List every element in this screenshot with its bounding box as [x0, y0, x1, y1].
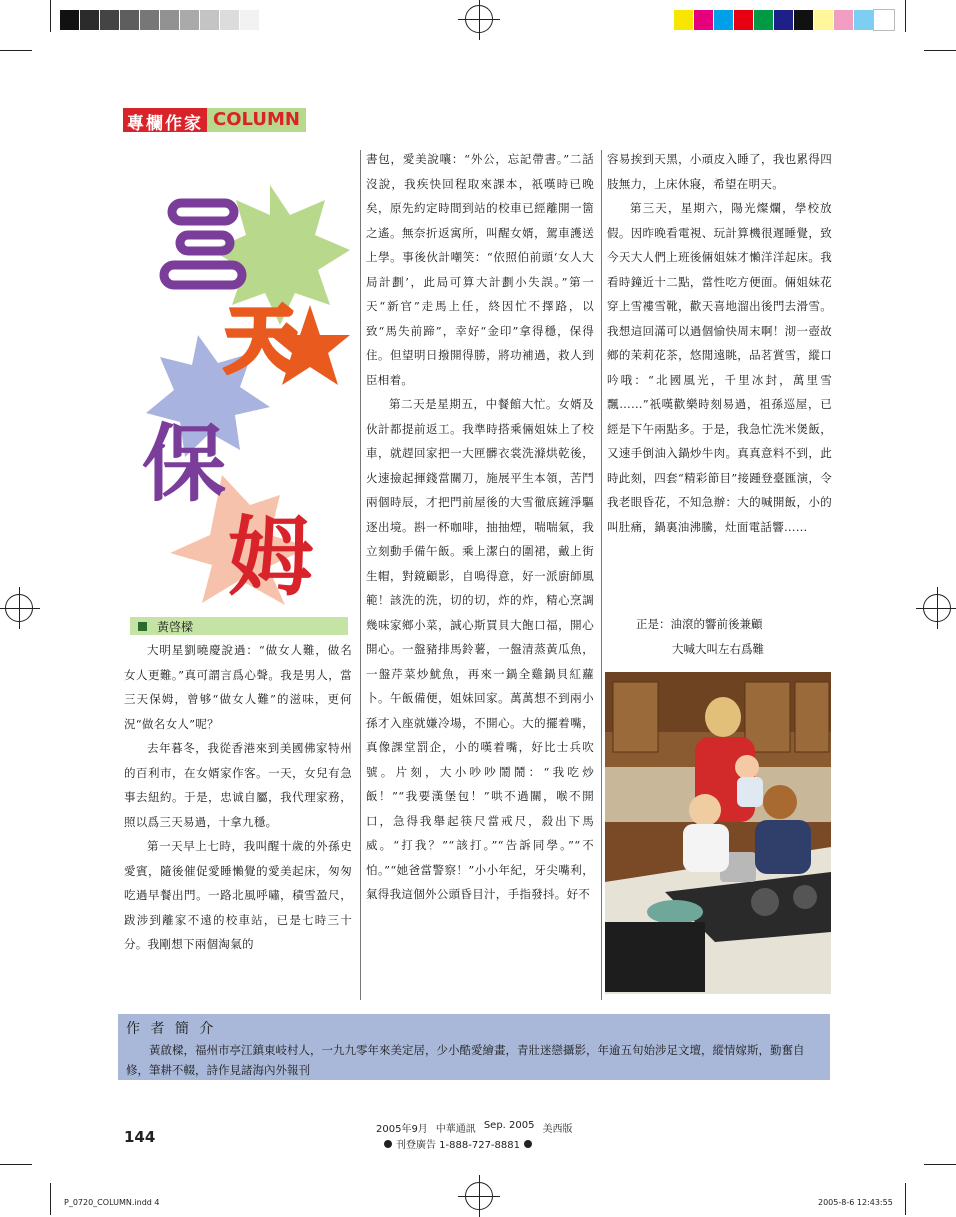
color-swatch — [754, 10, 774, 30]
text-column-1 — [124, 638, 352, 957]
registration-mark — [465, 1182, 493, 1210]
color-swatch — [694, 10, 714, 30]
slug-filename: P_0720_COLUMN.indd 4 — [64, 1198, 160, 1207]
color-swatch — [160, 10, 180, 30]
color-swatch — [734, 10, 754, 30]
color-swatch — [854, 10, 874, 30]
color-swatch — [874, 10, 894, 30]
title-char-bao: 保 — [142, 415, 227, 513]
registration-mark — [923, 594, 951, 622]
color-swatch — [60, 10, 80, 30]
page-number: 144 — [124, 1128, 156, 1146]
paragraph: 容易挨到天黑，小頑皮入睡了，我也累得四肢無力，上床休寢，希望在明天。 — [607, 152, 832, 191]
poem-line-1: 正是：油滾的響前後兼顧 — [636, 617, 763, 631]
title-char-san — [164, 203, 242, 285]
crop-mark — [924, 50, 956, 51]
ad-line — [384, 1136, 532, 1151]
color-swatch — [80, 10, 100, 30]
color-swatch — [120, 10, 140, 30]
poem-line-2: 大喊大叫左右爲難 — [672, 642, 764, 656]
title-artwork — [140, 175, 355, 620]
paragraph: 第二天是星期五，中餐館大忙。女婿及伙計都提前返工。我準時搭乘倆姐妹上了校車，就趕回家把一大匣髒衣裳洗滌烘乾後，火速撿起揮錢當關刀，施展平生本領，苦鬥兩個時辰，才把門前屋後的大雪徹底鏟淨驅逐出境。斟一杯咖啡，抽抽煙，喘喘氣，我立刻動手備午飯。乘上潔白的圍裙，戴上街生帽，對鏡顧影，自鳴得意，好一派廚師風範！該洗的洗，切的切，炸的炸，精心烹調幾味家鄉小菜，誠心斯買貝大飽口福，開心開心。一盤豬排馬鈴薯，一盤清蒸黃瓜魚，一盤芹菜炒魷魚，再來一鍋全雞鍋貝紅蘿卜。午飯備便，姐妹回家。萬萬想不到兩小孫才入座就嫌冷場，不開心。大的擺着嘴，真像課堂罰企，小的嘆着嘴，好比士兵吹號。片刻，大小吵吵鬧鬧：“我吃炒飯！”“我要漢堡包！”哄不過關，喉不開口，急得我舉起筷尺當戒尺，殺出下馬威。“打我？”“該打。”“告訴同學。”“不怕。”“她爸當警察！”小小年紀，牙尖嘴利，氣得我這個外公頭昏目汁，手指發抖。好不 — [366, 397, 594, 901]
bullet-icon — [524, 1140, 532, 1148]
paragraph: 去年暮冬，我從香港來到美國佛家特州的百利市，在女婿家作客。一天，女兒有急事去紐約。于是，忠诚自屬，我代理家務，照以爲三天易過，十拿九穩。 — [124, 741, 352, 829]
author-name: 黃啓樑 — [157, 619, 194, 634]
issue-line — [376, 1120, 572, 1135]
paragraph: 第三天，星期六，陽光燦爛，學校放假。因昨晚看電視、玩計算機很遲睡覺，致今天大人們上班後倆姐妹才懶洋洋起床。我看時鐘近十二點，當性吃方便面。倆姐妹花穿上雪褸雪靴，歡天喜地溜出後門去滑雪。我想這回滿可以過個愉快周末啊！沏一壺故鄉的茉莉花茶，悠閒遠眺，品茗賞雪，縱口吟哦：“北國風光，千里冰封，萬里雪飄……”祇嘆歡樂時刻易過，祖孫巡屋，已經是下午兩點多。于是，我急忙洗米煲飯，又速手倒油入鍋炒牛肉。真真意料不到，此時此刻，四套“精彩節目”接踵登臺匯演，令我老眼昏花，不知急辦：大的喊開飯，小的叫肚痛，鍋裏油沸騰，灶面電話響…… — [607, 201, 832, 534]
issue-date-en: Sep. 2005 — [483, 1120, 535, 1131]
title-char-tian: 天 — [225, 298, 298, 382]
author-bio-box — [118, 1014, 830, 1080]
bullet-icon — [384, 1140, 392, 1148]
column-divider — [360, 150, 361, 1000]
author-bio-text: 黃啟樑，福州市亭江鎮東岐村人，一九九零年來美定居，少小酷愛繪畫，青壯迷戀攝影，年逾五旬始涉足文壇，縱情嫁斯，勤奮自修，筆耕不輟，詩作見諸海內外報刊 — [126, 1043, 805, 1077]
magazine-name: 中華通訊 — [435, 1124, 476, 1135]
paragraph: 第一天早上七時，我叫醒十歲的外孫史愛賓，隨後催促愛睡懶覺的愛美起床，匆匆吃過早餐出門。一路北風呼嘯，積雪盈尺，跋涉到離家不遠的校車站，已是七時三十分。我剛想下兩個淘氣的 — [124, 839, 352, 951]
color-swatch — [714, 10, 734, 30]
color-swatch — [674, 10, 694, 30]
color-swatch — [834, 10, 854, 30]
color-swatch — [774, 10, 794, 30]
title-char-mu: 姆 — [228, 508, 314, 608]
registration-mark — [5, 594, 33, 622]
color-swatch — [794, 10, 814, 30]
edition-label: 美西版 — [542, 1124, 573, 1135]
column-tag-cn: 專欄作家 — [123, 108, 207, 132]
color-swatch — [240, 10, 260, 30]
color-swatch — [220, 10, 240, 30]
color-swatch — [100, 10, 120, 30]
kitchen-photo — [605, 672, 831, 994]
color-swatch — [814, 10, 834, 30]
column-divider — [601, 150, 602, 1000]
square-bullet-icon — [138, 622, 147, 631]
crop-mark — [50, 1183, 51, 1215]
crop-mark — [0, 1164, 32, 1165]
color-swatch — [180, 10, 200, 30]
registration-mark — [465, 5, 493, 33]
crop-mark — [0, 50, 32, 51]
paragraph: 書包，愛美說嚷：“外公，忘記帶書。”二話沒說，我疾快回程取來課本，祇嘆時已晚矣，原先約定時間到站的校車已經離開一箇之遙。無奈折返寓所，叫醒女婿，駕車護送上學。事後伙計嘲笑：“依照伯前頭‘女人大局計劃’，此局可算大計劃小失誤。”第一天“新官”走馬上任，終因忙不擇路，以致“馬失前蹄”，幸好“金印”拿得穩，保得住。但望明日撥開得勝，將功補過，救人到臣相着。 — [366, 152, 594, 387]
author-bar — [130, 617, 348, 635]
author-bio-title: 作 者 簡 介 — [126, 1021, 217, 1037]
issue-date-cn: 2005年9月 — [376, 1124, 428, 1135]
text-column-2 — [366, 147, 594, 907]
paragraph: 大明星劉曉慶說過：“做女人難，做名女人更難。”真可謂言爲心聲。我是男人，當三天保姆，曾够“做女人難”的滋味，更何況“做名女人”呢？ — [124, 643, 352, 731]
crop-mark — [50, 0, 51, 32]
text-column-3 — [607, 147, 832, 539]
crop-mark — [905, 1183, 906, 1215]
column-tag-en: COLUMN — [207, 108, 306, 132]
crop-mark — [905, 0, 906, 32]
column-tag — [123, 108, 306, 132]
crop-mark — [924, 1164, 956, 1165]
ad-phone-text: 刊登廣告 1-888-727-8881 — [396, 1140, 520, 1151]
slug-timestamp: 2005-8-6 12:43:55 — [818, 1198, 893, 1207]
color-swatch — [200, 10, 220, 30]
color-swatch — [140, 10, 160, 30]
